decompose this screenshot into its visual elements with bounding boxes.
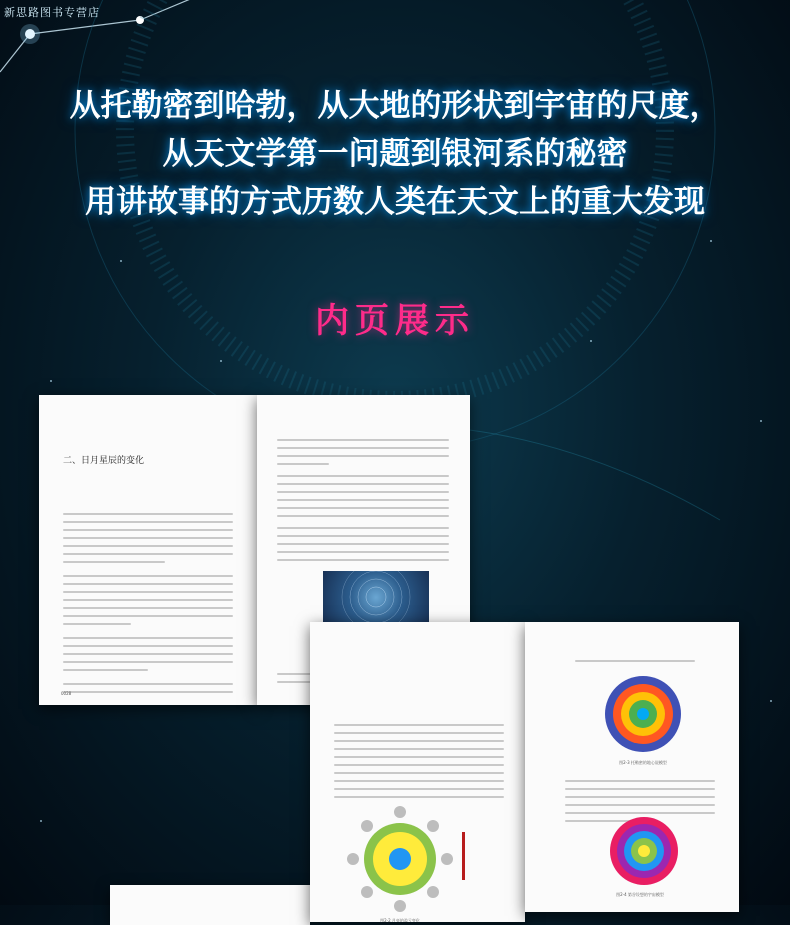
section-title: 内页展示 <box>315 301 475 341</box>
ptolemaic-model-diagram <box>603 674 683 754</box>
moon-phase-diagram <box>338 802 478 917</box>
book-page-left <box>39 395 257 705</box>
page-text-block <box>575 654 695 668</box>
headline-line-2: 从天文学第一问题到银河系的秘密 <box>162 136 628 172</box>
page-text-block <box>277 433 449 567</box>
book-page-right-2 <box>525 622 739 912</box>
headline-line-3: 用讲故事的方式历数人类在天文上的重大发现 <box>85 184 705 220</box>
figure-caption: 图2-2 月亮的盈亏变化 <box>380 918 420 922</box>
figure-caption: 图2-4 第谷设想的宇宙模型 <box>616 892 664 897</box>
headline-line-1: 从托勒密到哈勃，从大地的形状到宇宙的尺度， <box>69 88 721 124</box>
chapter-title: 二、日月星辰的变化 <box>63 456 145 466</box>
store-watermark: 新思路图书专营店 <box>4 6 100 19</box>
page-text-block <box>63 507 233 699</box>
book-page-left-2 <box>310 622 525 922</box>
book-page-hidden <box>110 885 310 925</box>
page-number: 0028 <box>61 691 72 696</box>
tycho-model-diagram <box>609 816 679 886</box>
page-text-block <box>334 718 504 804</box>
figure-caption: 图2-3 托勒密的地心说模型 <box>619 760 667 765</box>
